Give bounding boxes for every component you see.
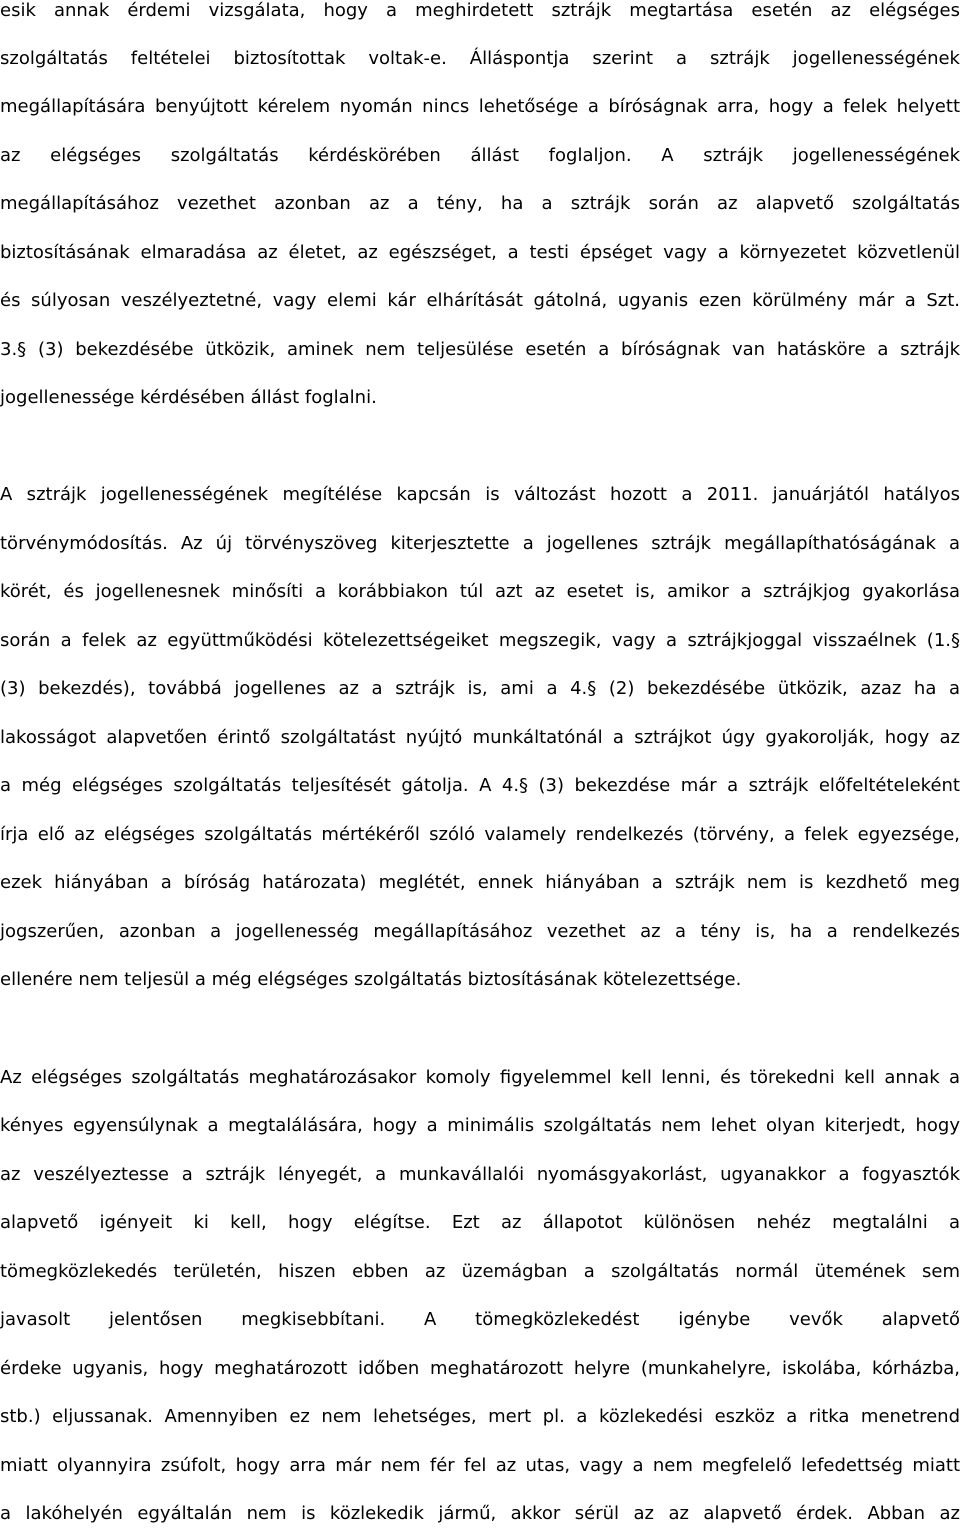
paragraph-3-line-3: az veszélyeztesse a sztrájk lényegét, a munkavállalói nyomásgyakorlást, ugyanakkor a fogyasztók — [0, 1164, 960, 1185]
paragraph-2-line-3: körét, és jogellenesnek minősíti a korábbiakon túl azt az esetet is, amikor a sztrájkjog gyakorlása — [0, 581, 960, 602]
paragraph-2-line-2: törvénymódosítás. Az új törvényszöveg kiterjesztette a jogellenes sztrájk megállapíthatóságának a — [0, 533, 960, 554]
paragraph-3-line-7: érdeke ugyanis, hogy meghatározott időben meghatározott helyre (munkahelyre, iskolába, kórházba, — [0, 1358, 960, 1379]
paragraph-2-line-6: lakosságot alapvetően érintő szolgáltatást nyújtó munkáltatónál a sztrájkot úgy gyakorolják, hogy az — [0, 727, 960, 748]
paragraph-1-line-2: szolgáltatás feltételei biztosítottak voltak-e. Álláspontja szerint a sztrájk jogellenességének — [0, 48, 960, 69]
paragraph-1-line-1: esik annak érdemi vizsgálata, hogy a meghirdetett sztrájk megtartása esetén az elégséges — [0, 0, 960, 21]
paragraph-1-line-8: 3.§ (3) bekezdésébe ütközik, aminek nem teljesülése esetén a bíróságnak van hatásköre a sztrájk — [0, 339, 960, 360]
paragraph-2-line-5: (3) bekezdés), továbbá jogellenes az a sztrájk is, ami a 4.§ (2) bekezdésébe ütközik, azaz ha a — [0, 678, 960, 699]
paragraph-1-line-5: megállapításához vezethet azonban az a tény, ha a sztrájk során az alapvető szolgáltatás — [0, 193, 960, 214]
paragraph-3-line-10: a lakóhelyén egyáltalán nem is közlekedik jármű, akkor sérül az az alapvető érdek. Abban az — [0, 1503, 960, 1524]
paragraph-3-line-8: stb.) eljussanak. Amennyiben ez nem lehetséges, mert pl. a közlekedési eszköz a ritka menetrend — [0, 1406, 960, 1427]
paragraph-2-line-4: során a felek az együttműködési kötelezettségeiket megszegik, vagy a sztrájkjoggal visszaélnek (1.§ — [0, 630, 960, 651]
paragraph-1-line-7: és súlyosan veszélyeztetné, vagy elemi kár elhárítását gátolná, ugyanis ezen körülmény már a Szt. — [0, 290, 960, 311]
paragraph-1-line-3: megállapítására benyújtott kérelem nyomán nincs lehetősége a bíróságnak arra, hogy a felek helyett — [0, 96, 960, 117]
paragraph-2-line-10: jogszerűen, azonban a jogellenesség megállapításához vezethet az a tény is, ha a rendelkezés — [0, 921, 960, 942]
paragraph-2-line-7: a még elégséges szolgáltatás teljesítését gátolja. A 4.§ (3) bekezdése már a sztrájk előfeltételeként — [0, 775, 960, 796]
paragraph-3-line-2: kényes egyensúlynak a megtalálására, hogy a minimális szolgáltatás nem lehet olyan kiterjedt, hogy — [0, 1115, 960, 1136]
paragraph-3-line-6: javasolt jelentősen megkisebbítani. A tömegközlekedést igénybe vevők alapvető — [0, 1309, 960, 1330]
paragraph-3-line-9: miatt olyannyira zsúfolt, hogy arra már nem fér fel az utas, vagy a nem megfelelő lefedettség miatt — [0, 1455, 960, 1476]
paragraph-2-line-8: írja elő az elégséges szolgáltatás mértékéről szóló valamely rendelkezés (törvény, a felek egyezsége, — [0, 824, 960, 845]
paragraph-3-line-5: tömegközlekedés területén, hiszen ebben az üzemágban a szolgáltatás normál ütemének sem — [0, 1261, 960, 1282]
paragraph-3-line-4: alapvető igényeit ki kell, hogy elégítse. Ezt az állapotot különösen nehéz megtalálni a — [0, 1212, 960, 1233]
paragraph-1-line-6: biztosításának elmaradása az életet, az egészséget, a testi épséget vagy a környezetet közvetlenül — [0, 242, 960, 263]
paragraph-2-line-9: ezek hiányában a bíróság határozata) meglétét, ennek hiányában a sztrájk nem is kezdhető meg — [0, 872, 960, 893]
paragraph-2-line-1: A sztrájk jogellenességének megítélése kapcsán is változást hozott a 2011. januárjától hatályos — [0, 484, 960, 505]
paragraph-1-line-9: jogellenessége kérdésében állást foglalni. — [0, 387, 377, 408]
paragraph-2-line-11: ellenére nem teljesül a még elégséges szolgáltatás biztosításának kötelezettsége. — [0, 969, 742, 990]
paragraph-1-line-4: az elégséges szolgáltatás kérdéskörében állást foglaljon. A sztrájk jogellenességének — [0, 145, 960, 166]
paragraph-3-line-1: Az elégséges szolgáltatás meghatározásakor komoly figyelemmel kell lenni, és törekedni kell annak a — [0, 1067, 960, 1088]
